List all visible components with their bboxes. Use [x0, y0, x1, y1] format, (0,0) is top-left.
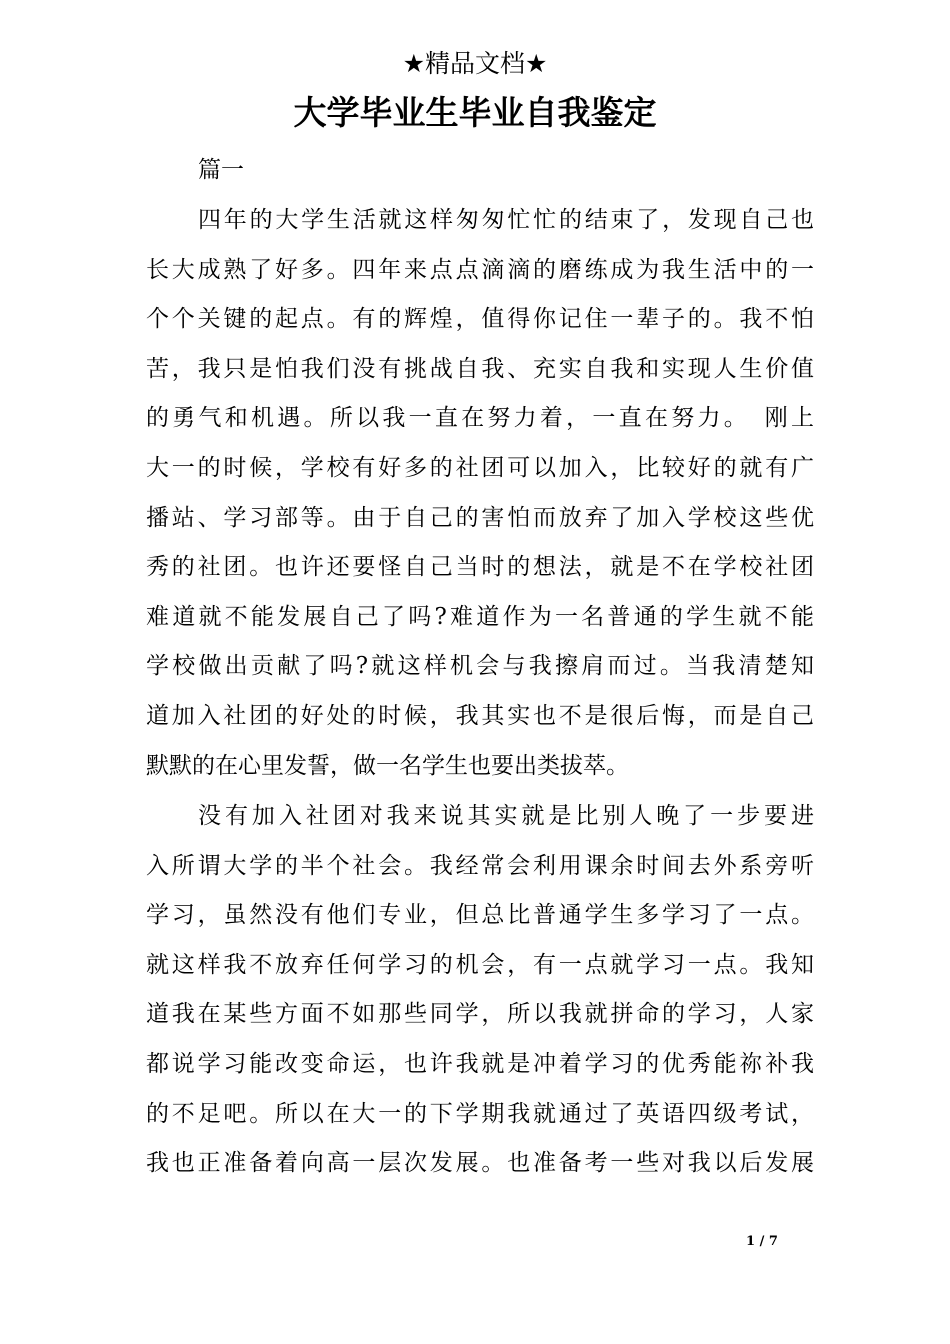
document-title: 大学毕业生毕业自我鉴定	[293, 93, 657, 132]
text-line: 没有加入社团对我来说其实就是比别人晚了一步要进	[198, 803, 814, 829]
section-label: 篇一	[198, 157, 244, 183]
text-line: 四年的大学生活就这样匆匆忙忙的结束了，发现自己也	[198, 207, 814, 233]
text-line: 学校做出贡献了吗?就这样机会与我擦肩而过。当我清楚知	[146, 653, 814, 680]
text-line: 我也正准备着向高一层次发展。也准备考一些对我以后发展	[146, 1150, 814, 1177]
text-line: 长大成熟了好多。四年来点点滴滴的磨练成为我生活中的一	[146, 256, 814, 283]
text-line: 秀的社团。也许还要怪自己当时的想法，就是不在学校社团	[146, 554, 814, 581]
text-line: 默默的在心里发誓，做一名学生也要出类拔萃。	[146, 752, 629, 779]
text-line: 播站、学习部等。由于自己的害怕而放弃了加入学校这些优	[146, 504, 814, 531]
text-line: 都说学习能改变命运，也许我就是冲着学习的优秀能祢补我	[146, 1050, 814, 1077]
text-line: 难道就不能发展自己了吗?难道作为一名普通的学生就不能	[146, 603, 814, 630]
text-line: 的勇气和机遇。所以我一直在努力着，一直在努力。 刚上	[146, 405, 814, 432]
text-line: 个个关键的起点。有的辉煌，值得你记住一辈子的。我不怕	[146, 306, 814, 333]
text-line: 道我在某些方面不如那些同学，所以我就拼命的学习，人家	[146, 1001, 814, 1028]
text-line: 苦，我只是怕我们没有挑战自我、充实自我和实现人生价值	[146, 355, 814, 382]
text-line: 就这样我不放弃任何学习的机会，有一点就学习一点。我知	[146, 951, 814, 978]
text-line: 道加入社团的好处的时候，我其实也不是很后悔，而是自己	[146, 702, 814, 729]
text-line: 的不足吧。所以在大一的下学期我就通过了英语四级考试，	[146, 1100, 814, 1127]
text-line: 大一的时候，学校有好多的社团可以加入，比较好的就有广	[146, 454, 814, 481]
text-line: 入所谓大学的半个社会。我经常会利用课余时间去外系旁听	[146, 852, 814, 879]
page-header-banner: ★精品文档★	[402, 49, 548, 78]
paragraph-1	[146, 196, 814, 791]
paragraph-2	[146, 792, 814, 1189]
page-number: 1 / 7	[746, 1234, 778, 1249]
text-line: 学习，虽然没有他们专业，但总比普通学生多学习了一点。	[146, 902, 814, 929]
